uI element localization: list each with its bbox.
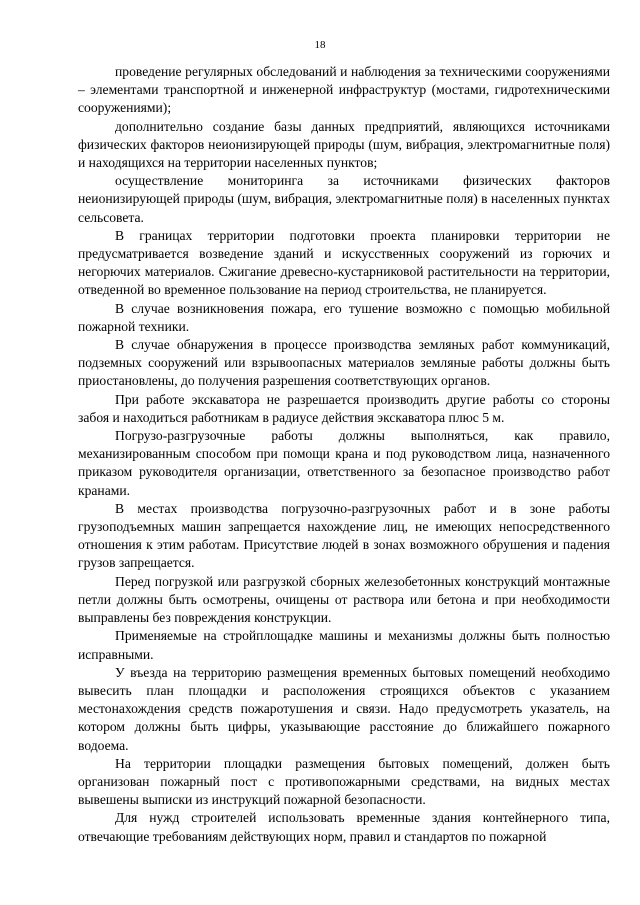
paragraph: проведение регулярных обследований и наблюдения за техническими сооружениями – элементами транспортной и инженерной инфраструктур (мостами, гидротехническими сооружениями); (78, 64, 610, 116)
paragraph: У въезда на территорию размещения временных бытовых помещений необходимо вывесить план площадки и расположения строящихся объектов с указанием местонахождения средств пожаротушения и связи. Надо предусмотреть указатель, на котором должны быть цифры, указывающие расстояние до ближайшего пожарного водоема. (78, 664, 610, 753)
paragraph: При работе экскаватора не разрешается производить другие работы со стороны забоя и находиться работникам в радиусе действия экскаватора плюс 5 м. (78, 391, 610, 425)
paragraph: В границах территории подготовки проекта планировки территории не предусматривается возведение зданий и искусственных сооружений из горючих и негорючих материалов. Сжигание древесно-кустарниковой растительности на территории, отведенной во временное пользование на период строительства, не планируется. (78, 227, 610, 298)
paragraph: осуществление мониторинга за источниками физических факторов неионизирующей природы (шум, вибрация, электромагнитные поля) в населенных пунктах сельсовета. (78, 173, 610, 225)
paragraph: В случае возникновения пожара, его тушение возможно с помощью мобильной пожарной техники. (78, 300, 610, 334)
paragraph: Для нужд строителей использовать временные здания контейнерного типа, отвечающие требованиям действующих норм, правил и стандартов по пожарной (78, 810, 610, 844)
paragraph: Перед погрузкой или разгрузкой сборных железобетонных конструкций монтажные петли должны быть осмотрены, очищены от раствора или бетона и при необходимости выправлены без повреждения конструкции. (78, 573, 610, 626)
body-text (78, 63, 610, 846)
paragraph: В случае обнаружения в процессе производства земляных работ коммуникаций, подземных сооружений или взрывоопасных материалов земляные работы должны быть приостановлены, до получения разрешения соответствующих органов. (78, 337, 610, 389)
paragraph: Применяемые на стройплощадке машины и механизмы должны быть полностью исправными. (78, 628, 610, 662)
page-number: 18 (314, 39, 326, 51)
paragraph: На территории площадки размещения бытовых помещений, должен быть организован пожарный пост с противопожарными средствами, на видных местах вывешены выписки из инструкций пожарной безопасности. (78, 755, 610, 808)
paragraph: дополнительно создание базы данных предприятий, являющихся источниками физических факторов неионизирующей природы (шум, вибрация, электромагнитные поля) и находящихся на территории населенных пунктов; (78, 118, 610, 171)
paragraph: Погрузо-разгрузочные работы должны выполняться, как правило, механизированным способом при помощи крана и под руководством лица, назначенного приказом руководителя организации, ответственного за безопасное производство работ кранами. (78, 428, 610, 498)
paragraph: В местах производства погрузочно-разгрузочных работ и в зоне работы грузоподъемных машин запрещается нахождение лиц, не имеющих непосредственного отношения к этим работам. Присутствие людей в зонах возможного обрушения и падения грузов запрещается. (78, 500, 610, 571)
